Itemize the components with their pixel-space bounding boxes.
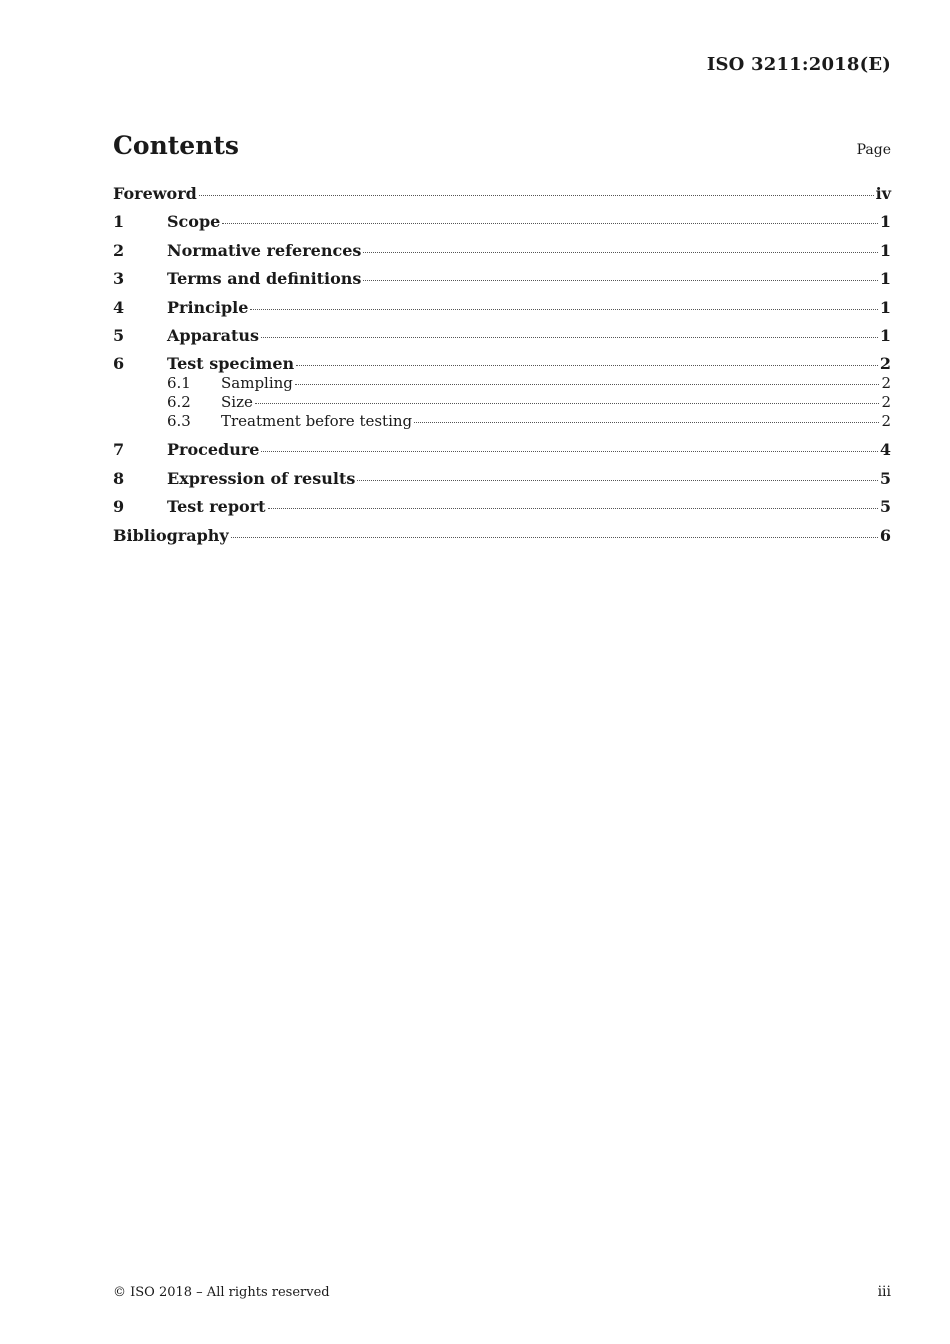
toc-entry-page: 1 bbox=[879, 297, 891, 317]
dot-leader bbox=[357, 480, 878, 481]
dot-leader bbox=[295, 384, 880, 385]
page-column-label: Page bbox=[856, 142, 891, 158]
toc-entry-title: Principle bbox=[167, 297, 249, 317]
toc-entry-terms-and-definitions[interactable] bbox=[113, 269, 891, 289]
toc-entry-number: 4 bbox=[113, 297, 125, 317]
toc-entry-bibliography[interactable] bbox=[113, 526, 891, 546]
toc-entry-title: Apparatus bbox=[167, 325, 259, 345]
toc-subentry-sampling[interactable] bbox=[113, 374, 891, 393]
dot-leader bbox=[199, 195, 874, 196]
toc-entry-title: Sampling bbox=[221, 374, 293, 393]
dot-leader bbox=[261, 337, 878, 338]
toc-entry-title: Procedure bbox=[167, 440, 260, 460]
toc-entry-title: Test report bbox=[167, 497, 266, 517]
toc-entry-number: 6.1 bbox=[167, 374, 191, 393]
dot-leader bbox=[222, 223, 878, 224]
toc-entry-foreword[interactable] bbox=[113, 184, 891, 204]
toc-entry-test-report[interactable] bbox=[113, 497, 891, 517]
toc-entry-number: 1 bbox=[113, 212, 125, 232]
toc-entry-title: Scope bbox=[167, 212, 221, 232]
toc-entry-page: 2 bbox=[881, 393, 891, 412]
toc-entry-number: 5 bbox=[113, 325, 125, 345]
dot-leader bbox=[255, 403, 880, 404]
dot-leader bbox=[363, 280, 877, 281]
toc-entry-title: Test specimen bbox=[167, 354, 295, 374]
dot-leader bbox=[363, 252, 877, 253]
dot-leader bbox=[296, 365, 878, 366]
toc-entry-number: 9 bbox=[113, 497, 125, 517]
dot-leader bbox=[250, 309, 877, 310]
toc-entry-title: Normative references bbox=[167, 240, 362, 260]
toc-entry-test-specimen[interactable] bbox=[113, 354, 891, 374]
toc-subentry-treatment-before-testing[interactable] bbox=[113, 412, 891, 431]
dot-leader bbox=[231, 537, 878, 538]
toc-entry-number: 3 bbox=[113, 269, 125, 289]
toc-entry-page: iv bbox=[875, 184, 891, 203]
toc-entry-scope[interactable] bbox=[113, 212, 891, 232]
toc-entry-number: 6.3 bbox=[167, 412, 191, 431]
toc-entry-page: 1 bbox=[879, 325, 891, 345]
page-number: iii bbox=[877, 1284, 891, 1300]
toc-entry-normative-references[interactable] bbox=[113, 241, 891, 261]
dot-leader bbox=[261, 451, 877, 452]
toc-entry-title: Foreword bbox=[113, 184, 197, 203]
document-id: ISO 3211:2018(E) bbox=[706, 54, 891, 75]
toc-entry-title: Expression of results bbox=[167, 468, 356, 488]
toc-entry-page: 2 bbox=[881, 412, 891, 431]
toc-entry-page: 1 bbox=[879, 212, 891, 232]
toc-entry-title: Treatment before testing bbox=[221, 412, 413, 431]
contents-heading: Contents bbox=[113, 131, 240, 160]
toc-entry-number: 6 bbox=[113, 354, 125, 374]
toc-entry-principle[interactable] bbox=[113, 298, 891, 318]
dot-leader bbox=[414, 422, 879, 423]
table-of-contents bbox=[113, 184, 891, 554]
toc-entry-page: 4 bbox=[879, 440, 891, 460]
toc-entry-page: 1 bbox=[879, 240, 891, 260]
toc-entry-page: 5 bbox=[879, 497, 891, 517]
toc-entry-page: 6 bbox=[879, 525, 891, 545]
toc-entry-number: 6.2 bbox=[167, 393, 191, 412]
toc-entry-number: 7 bbox=[113, 440, 125, 460]
copyright-notice: © ISO 2018 – All rights reserved bbox=[113, 1285, 330, 1300]
toc-entry-title: Terms and definitions bbox=[167, 269, 362, 289]
toc-entry-number: 8 bbox=[113, 468, 125, 488]
dot-leader bbox=[268, 508, 878, 509]
toc-entry-expression-of-results[interactable] bbox=[113, 469, 891, 489]
toc-entry-page: 1 bbox=[879, 269, 891, 289]
toc-entry-title: Size bbox=[221, 393, 253, 412]
toc-subentry-size[interactable] bbox=[113, 393, 891, 412]
toc-entry-procedure[interactable] bbox=[113, 440, 891, 460]
toc-entry-title: Bibliography bbox=[113, 525, 229, 545]
toc-entry-page: 2 bbox=[881, 374, 891, 393]
toc-entry-page: 2 bbox=[879, 354, 891, 374]
toc-entry-page: 5 bbox=[879, 468, 891, 488]
toc-entry-number: 2 bbox=[113, 240, 125, 260]
toc-entry-apparatus[interactable] bbox=[113, 326, 891, 346]
